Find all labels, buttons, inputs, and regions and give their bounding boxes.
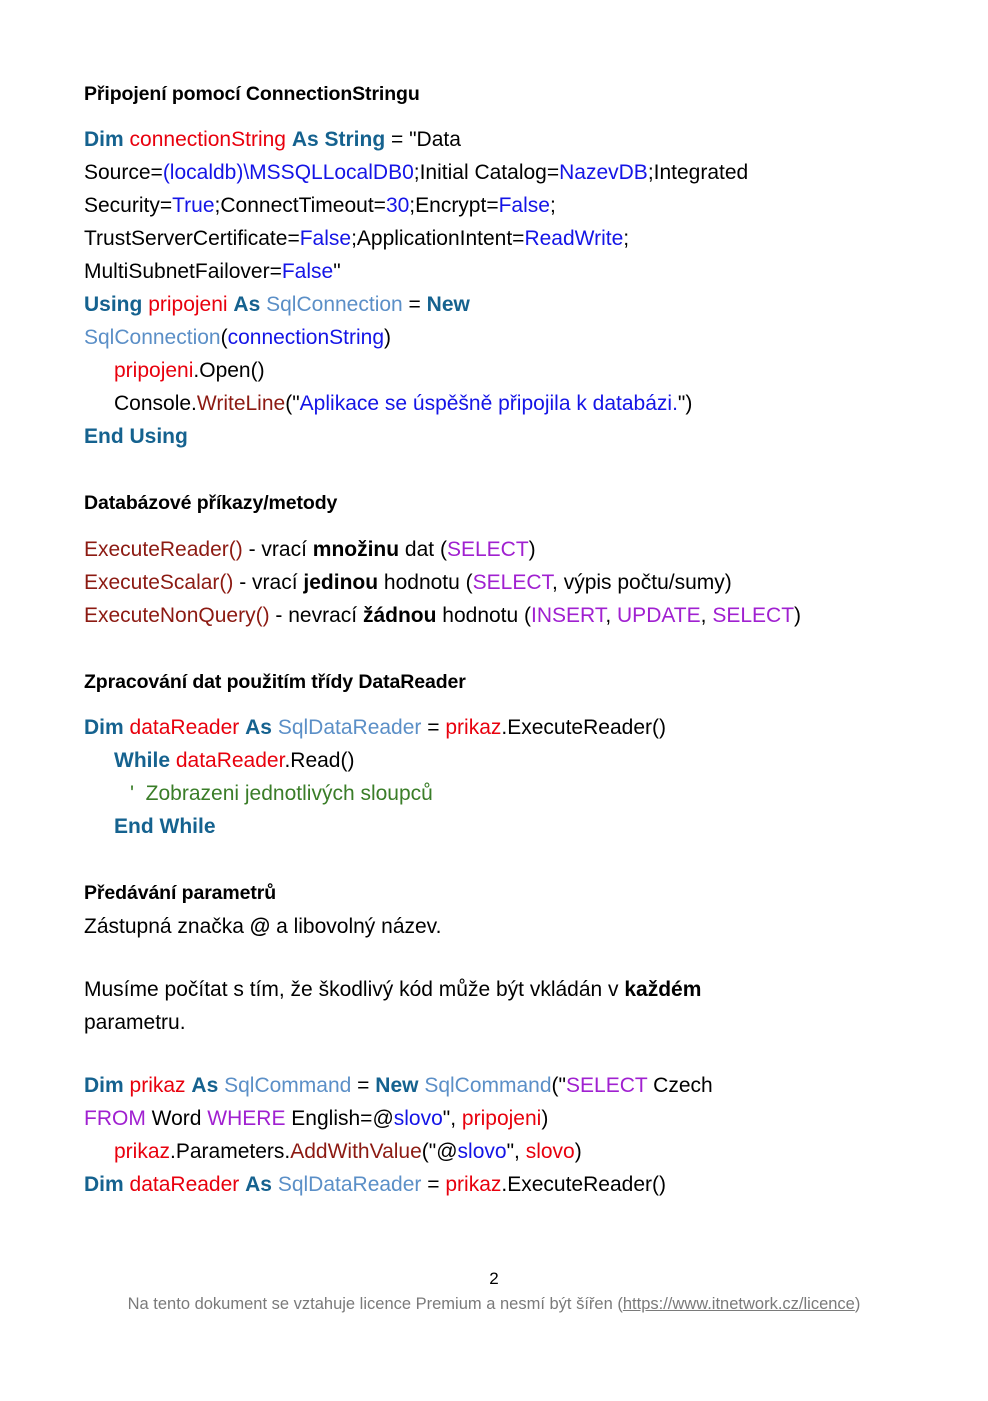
sql-keyword-where: WHERE [207, 1107, 286, 1131]
obj-console: Console. [114, 392, 197, 416]
var-pripojeni: pripojeni [148, 293, 228, 317]
sql-keyword-insert: INSERT [531, 603, 606, 627]
string-success-message: Aplikace se úspěšně připojila k databázi. [299, 392, 678, 416]
code-block-commands [84, 533, 884, 632]
method-executereader: ExecuteReader() [507, 716, 666, 740]
code-block-datareader [84, 711, 884, 843]
kw-end-while: End While [114, 815, 216, 839]
call-open-quote-at: ("@ [421, 1140, 458, 1164]
var-prikaz: prikaz [129, 1074, 186, 1098]
sql-condition-english: English=@ [285, 1107, 394, 1131]
var-prikaz: prikaz [445, 716, 502, 740]
code-block-parameters [84, 1069, 884, 1201]
quote-comma: ", [506, 1140, 526, 1164]
text-sep: , [700, 603, 707, 627]
paragraph-security-warning [84, 973, 884, 1039]
text-mid: - nevrací [269, 603, 363, 627]
code-line [84, 1102, 884, 1135]
comment-line: ' Zobrazeni jednotlivých sloupců [130, 782, 433, 806]
emphasis-mnozinu: množinu [312, 537, 400, 561]
kw-as: As [233, 293, 261, 317]
method-executescalar: ExecuteScalar() [84, 570, 234, 594]
paren-open: ( [220, 326, 228, 350]
text-part: a libovolný název. [270, 915, 442, 939]
method-executereader: ExecuteReader() [507, 1173, 666, 1197]
dot: . [284, 749, 291, 773]
kw-using: Using [84, 293, 143, 317]
method-executenonquery: ExecuteNonQuery() [84, 603, 270, 627]
kw-end-using: End Using [84, 425, 188, 449]
dot: . [501, 716, 508, 740]
emphasis-jedinou: jedinou [303, 570, 379, 594]
code-line [84, 420, 884, 453]
text-tail: ) [528, 537, 536, 561]
call-close-quote: ") [677, 392, 693, 416]
cs-source-value: (localdb)\MSSQLLocalDB0 [162, 161, 414, 185]
param-name-slovo: slovo [457, 1140, 507, 1164]
kw-while: While [114, 749, 170, 773]
heading-connection-string: Připojení pomocí ConnectionStringu [84, 83, 420, 105]
text-mid: - vrací [242, 537, 313, 561]
code-line [84, 222, 884, 255]
code-line [84, 123, 884, 156]
kw-new: New [426, 293, 470, 317]
op-equals: = [385, 128, 410, 152]
var-connection-string: connectionString [129, 128, 286, 152]
sql-keyword-select: SELECT [712, 603, 795, 627]
text-tail: , výpis počtu/sumy) [552, 570, 732, 594]
var-pripojeni: pripojeni [114, 359, 194, 383]
license-link[interactable]: https://www.itnetwork.cz/licence [622, 1295, 855, 1313]
var-datareader: dataReader [129, 716, 240, 740]
text-sep: , [605, 603, 618, 627]
cs-timeout-value: 30 [385, 194, 410, 218]
op-equals: = [351, 1074, 376, 1098]
text-after: hodnotu ( [378, 570, 473, 594]
code-line [84, 321, 884, 354]
code-block-connection [84, 123, 884, 453]
cs-initial-catalog-key: ;Initial Catalog= [413, 161, 560, 185]
code-line [84, 777, 884, 810]
cs-initial-catalog-value: NazevDB [559, 161, 648, 185]
kw-dim: Dim [84, 128, 124, 152]
cs-trustcert-value: False [299, 227, 352, 251]
text-after: dat ( [399, 537, 447, 561]
heading-db-commands: Databázové příkazy/metody [84, 492, 338, 515]
text-after: hodnotu ( [436, 603, 532, 627]
code-line [84, 1168, 884, 1201]
cs-trustcert-key: TrustServerCertificate= [84, 227, 300, 251]
kw-dim: Dim [84, 1074, 124, 1098]
paren-close: ) [541, 1107, 549, 1131]
method-executereader: ExecuteReader() [84, 537, 243, 561]
method-read: Read() [290, 749, 355, 773]
code-line [84, 255, 884, 288]
call-open-quote: (" [551, 1074, 566, 1098]
text-mid: - vrací [233, 570, 304, 594]
sql-keyword-from: FROM [84, 1107, 146, 1131]
cs-security-key: Security= [84, 194, 173, 218]
command-row [84, 533, 884, 566]
op-equals: = [421, 716, 446, 740]
var-datareader: dataReader [175, 749, 285, 773]
type-sqldatareader: SqlDataReader [277, 716, 422, 740]
license-notice [0, 1292, 988, 1316]
text-part: Zástupná značka [84, 915, 250, 939]
arg-slovo: slovo [525, 1140, 575, 1164]
op-equals: = [421, 1173, 446, 1197]
type-sqlconnection-ctor: SqlConnection [84, 326, 221, 350]
type-sqlcommand-ctor: SqlCommand [424, 1074, 552, 1098]
cs-appintent-key: ;ApplicationIntent= [351, 227, 525, 251]
command-row [84, 566, 884, 599]
type-sqlconnection: SqlConnection [266, 293, 403, 317]
code-line [84, 189, 884, 222]
code-line [84, 810, 884, 843]
sql-keyword-update: UPDATE [617, 603, 701, 627]
sql-keyword-select: SELECT [566, 1074, 648, 1098]
sql-table-word: Word [145, 1107, 208, 1131]
str-close-quote: " [333, 260, 341, 284]
sql-column-czech: Czech [647, 1074, 713, 1098]
method-addwithvalue: AddWithValue [290, 1140, 422, 1164]
cs-integrated-key: ;Integrated [647, 161, 749, 185]
emphasis-zadnou: žádnou [362, 603, 437, 627]
dot: . [501, 1173, 508, 1197]
cs-multisubnet-value: False [281, 260, 334, 284]
method-writeline: WriteLine [196, 392, 286, 416]
page-footer [0, 1268, 988, 1316]
paragraph-placeholder-note [84, 910, 884, 943]
call-open: Open() [199, 359, 265, 383]
type-sqldatareader: SqlDataReader [277, 1173, 422, 1197]
sql-keyword-select: SELECT [472, 570, 553, 594]
kw-as-string: As String [291, 128, 386, 152]
code-line [84, 744, 884, 777]
kw-dim: Dim [84, 716, 124, 740]
cs-semicolon: ; [549, 194, 556, 218]
code-line [84, 1135, 884, 1168]
str-open-data: "Data [409, 128, 461, 152]
code-line [84, 387, 884, 420]
cs-source-key: Source= [84, 161, 163, 185]
var-prikaz: prikaz [445, 1173, 502, 1197]
kw-dim: Dim [84, 1173, 124, 1197]
emphasis-kazdem: každém [624, 978, 702, 1002]
code-line [84, 288, 884, 321]
code-line [84, 354, 884, 387]
kw-as: As [245, 716, 272, 740]
text-tail: ) [794, 603, 802, 627]
kw-new: New [375, 1074, 419, 1098]
cs-semicolon: ; [623, 227, 630, 251]
cs-encrypt-key: ;Encrypt= [409, 194, 499, 218]
at-symbol: @ [249, 915, 271, 939]
license-text-before: Na tento dokument se vztahuje licence Premium a nesmí být šířen ( [127, 1295, 623, 1313]
cs-timeout-key: ;ConnectTimeout= [214, 194, 386, 218]
heading-parameters: Předávání parametrů [84, 882, 277, 905]
paren-close: ) [574, 1140, 582, 1164]
cs-encrypt-value: False [498, 194, 550, 218]
page-number: 2 [489, 1269, 499, 1288]
arg-connection-string: connectionString [227, 326, 385, 350]
sql-keyword-select: SELECT [446, 537, 529, 561]
var-pripojeni: pripojeni [461, 1107, 542, 1131]
sql-param-slovo: slovo [393, 1107, 443, 1131]
prop-parameters: .Parameters. [170, 1140, 291, 1164]
code-line [84, 1069, 884, 1102]
heading-datareader: Zpracování dat použitím třídy DataReader [84, 670, 466, 693]
op-equals: = [402, 293, 427, 317]
var-prikaz: prikaz [114, 1140, 171, 1164]
cs-security-value: True [172, 194, 215, 218]
dot: . [193, 359, 200, 383]
var-datareader: dataReader [129, 1173, 240, 1197]
kw-as: As [245, 1173, 272, 1197]
kw-as: As [191, 1074, 219, 1098]
license-text-after: ) [854, 1295, 861, 1313]
cs-appintent-value: ReadWrite [524, 227, 624, 251]
paren-close: ) [384, 326, 392, 350]
type-sqlcommand: SqlCommand [224, 1074, 352, 1098]
code-line [84, 711, 884, 744]
code-line [84, 156, 884, 189]
text-part: parametru. [84, 1011, 186, 1035]
quote-comma: ", [442, 1107, 462, 1131]
call-open-quote: (" [285, 392, 300, 416]
document-content [84, 82, 884, 1201]
command-row [84, 599, 884, 632]
cs-multisubnet-key: MultiSubnetFailover= [84, 260, 282, 284]
text-part: Musíme počítat s tím, že škodlivý kód může být vkládán v [84, 978, 625, 1002]
